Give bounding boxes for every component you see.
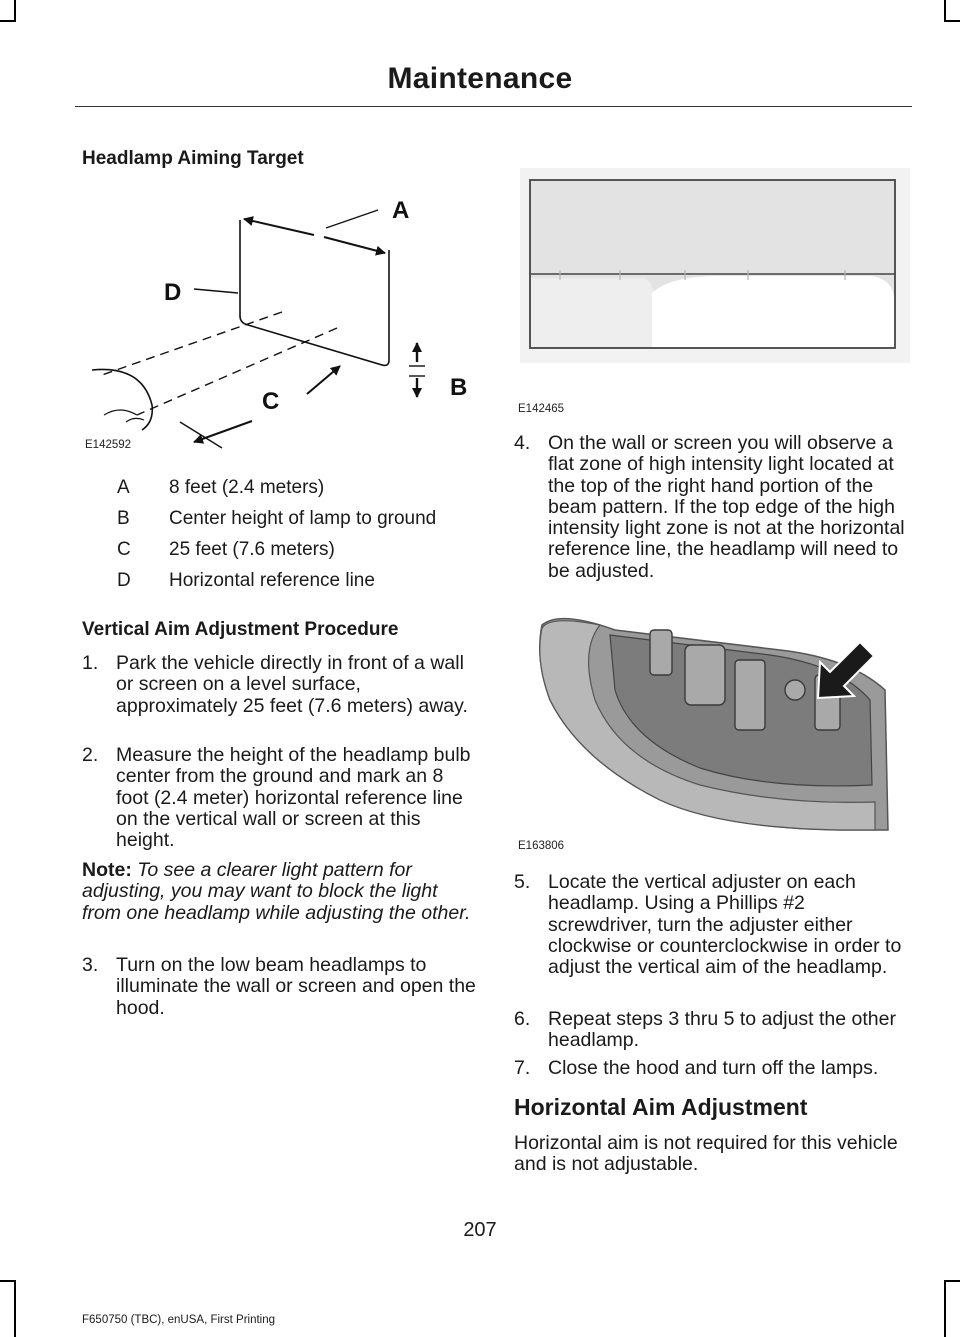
- label-c: C: [262, 388, 280, 415]
- step-text: Close the hood and turn off the lamps.: [548, 1057, 879, 1079]
- arrow-c-down: [194, 421, 252, 442]
- step-5: [514, 872, 909, 978]
- crop-mark-top-right-h: [944, 20, 960, 22]
- step-text: Park the vehicle directly in front of a wall or screen on a level surface, approximately 25 feet (7.6 meters) away.: [116, 652, 468, 717]
- headlamp-detail: [104, 410, 144, 422]
- section-heading-horizontal-aim: Horizontal Aim Adjustment: [514, 1094, 808, 1120]
- legend-key: C: [117, 539, 131, 560]
- high-intensity-zone: [652, 276, 894, 347]
- section-heading-aiming-target: Headlamp Aiming Target: [82, 148, 304, 169]
- horizontal-aim-text: [514, 1133, 909, 1176]
- figure-code-e142592: E142592: [85, 439, 132, 451]
- footer-text: F650750 (TBC), enUSA, First Printing: [82, 1314, 276, 1326]
- step-text: Locate the vertical adjuster on each headlamp. Using a Phillips #2 screwdriver, turn the adjuster either clockwise or counterclockwise in order to adjust the vertical aim of the headlamp.: [548, 871, 902, 979]
- figure-code-e163806: E163806: [518, 840, 565, 852]
- figure-code-e142465: E142465: [518, 403, 565, 415]
- note-label: Note:: [82, 859, 132, 881]
- headlamp-outline: [92, 369, 152, 430]
- arrow-a-right: [324, 237, 385, 253]
- headlamp-assembly-illustration: [520, 590, 905, 840]
- step-number: 2.: [82, 744, 99, 766]
- label-a: A: [392, 197, 410, 224]
- crop-mark-bottom-left-v: [14, 1280, 16, 1337]
- legend-value: Horizontal reference line: [169, 570, 375, 591]
- step-number: 3.: [82, 954, 99, 976]
- aiming-target-diagram: [82, 190, 482, 460]
- legend-key: A: [117, 477, 130, 498]
- step-1: [82, 653, 477, 717]
- page-number: 207: [463, 1219, 497, 1241]
- header-rule: [75, 106, 912, 107]
- step-number: 5.: [514, 871, 531, 893]
- leader-d: [194, 289, 238, 293]
- crop-mark-bottom-right-h: [944, 1280, 960, 1282]
- legend-value: 8 feet (2.4 meters): [169, 477, 325, 498]
- step-number: 7.: [514, 1057, 531, 1079]
- beam-pattern-illustration: [520, 168, 910, 363]
- note-block: [82, 860, 474, 924]
- note-text: To see a clearer light pattern for adjusting, you may want to block the light from one headlamp while adjusting the other.: [82, 859, 471, 924]
- leader-a: [326, 210, 378, 228]
- label-d: D: [164, 279, 182, 306]
- step-2: [82, 745, 477, 851]
- legend-value: 25 feet (7.6 meters): [169, 539, 335, 560]
- step-7: [514, 1058, 914, 1079]
- step-number: 6.: [514, 1008, 531, 1030]
- dashed-beam-lines: [102, 312, 337, 415]
- crop-mark-top-left-h: [0, 20, 16, 22]
- step-text: Turn on the low beam headlamps to illuminate the wall or screen and open the hood.: [116, 954, 476, 1019]
- section-heading-vertical-aim: Vertical Aim Adjustment Procedure: [82, 619, 399, 640]
- step-text: On the wall or screen you will observe a flat zone of high intensity light located at the top of the right hand portion of the beam pattern. If the top edge of the high intensity light zone is not at the horizontal reference line, the headlamp will need to be adjusted.: [548, 432, 905, 582]
- page-title: Maintenance: [387, 62, 573, 95]
- legend-key: B: [117, 508, 130, 529]
- step-number: 1.: [82, 652, 99, 674]
- step-text: Measure the height of the headlamp bulb center from the ground and mark an 8 foot (2.4 meter) horizontal reference line on the vertical wall or screen at this height.: [116, 744, 471, 852]
- crop-mark-top-left-v: [14, 0, 16, 22]
- step-4: [514, 433, 909, 582]
- step-6: [514, 1009, 909, 1052]
- crop-mark-bottom-right-v: [944, 1280, 946, 1337]
- arrow-a-left: [244, 219, 314, 235]
- step-text: Repeat steps 3 thru 5 to adjust the other headlamp.: [548, 1008, 896, 1052]
- legend-key: D: [117, 570, 131, 591]
- crop-mark-bottom-left-h: [0, 1280, 16, 1282]
- paragraph: Horizontal aim is not required for this vehicle and is not adjustable.: [514, 1132, 898, 1176]
- wall-outline: [240, 220, 389, 365]
- legend-value: Center height of lamp to ground: [169, 508, 437, 529]
- crop-mark-top-right-v: [944, 0, 946, 22]
- step-3: [82, 955, 477, 1019]
- step-number: 4.: [514, 432, 531, 454]
- label-b: B: [450, 374, 468, 401]
- arrow-c-up: [307, 366, 340, 394]
